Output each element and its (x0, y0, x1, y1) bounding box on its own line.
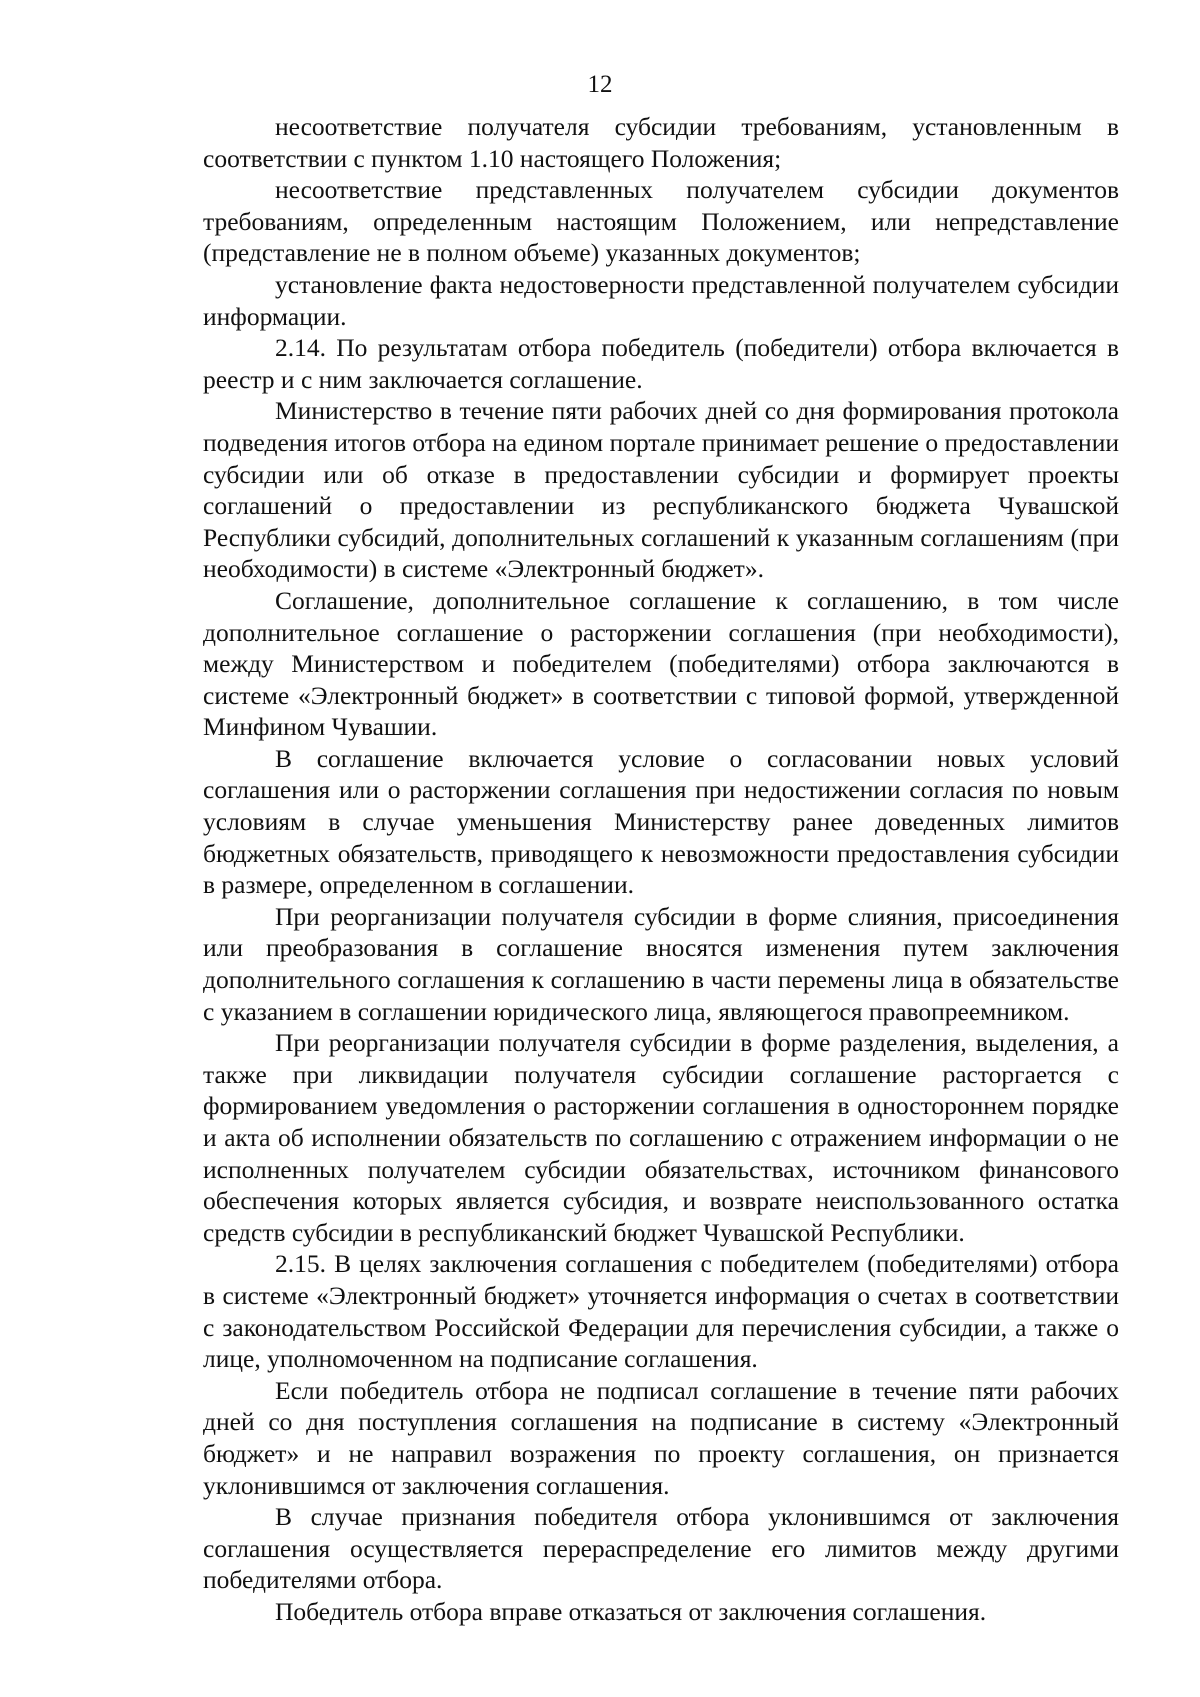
paragraph: Если победитель отбора не подписал соглашение в течение пяти рабочих дней со дня поступления соглашения на подписание в систему «Электронный бюджет» и не направил возражения по проекту соглашения, он признается уклонившимся от заключения соглашения. (203, 1375, 1119, 1500)
paragraph: 2.15. В целях заключения соглашения с победителем (победителями) отбора в системе «Электронный бюджет» уточняется информация о счетах в соответствии с законодательством Российской Федерации для перечисления субсидии, а также о лице, уполномоченном на подписание соглашения. (203, 1249, 1119, 1374)
paragraph: Соглашение, дополнительное соглашение к соглашению, в том числе дополнительное соглашение о расторжении соглашения (при необходимости), между Министерством и победителем (победителями) отбора заключаются в системе «Электронный бюджет» в соответствии с типовой формой, утвержденной Минфином Чувашии. (203, 585, 1119, 742)
paragraph: несоответствие представленных получателем субсидии документов требованиям, определенным настоящим Положением, или непредставление (представление не в полном объеме) указанных документов; (203, 175, 1119, 268)
paragraph: При реорганизации получателя субсидии в форме слияния, присоединения или преобразования в соглашение вносятся изменения путем заключения дополнительного соглашения к соглашению в части перемены лица в обязательстве с указанием в соглашении юридического лица, являющегося правопреемником. (203, 901, 1119, 1026)
paragraph: несоответствие получателя субсидии требованиям, установленным в соответствии с пунктом 1.10 настоящего Положения; (203, 112, 1119, 173)
body-text (203, 111, 1119, 1628)
paragraph: установление факта недостоверности представленной получателем субсидии информации. (203, 269, 1119, 331)
page-number: 12 (587, 71, 613, 98)
paragraph: В случае признания победителя отбора уклонившимся от заключения соглашения осуществляется перераспределение его лимитов между другими победителями отбора. (203, 1502, 1119, 1595)
paragraph: При реорганизации получателя субсидии в форме разделения, выделения, а также при ликвидации получателя субсидии соглашение расторгается с формированием уведомления о расторжении соглашения в одностороннем порядке и акта об исполнении обязательств по соглашению с отражением информации о не исполненных получателем субсидии обязательствах, источником финансового обеспечения которых является субсидия, и возврате неиспользованного остатка средств субсидии в республиканский бюджет Чувашской Республики. (203, 1028, 1119, 1247)
paragraph: Министерство в течение пяти рабочих дней со дня формирования протокола подведения итогов отбора на едином портале принимает решение о предоставлении субсидии или об отказе в предоставлении субсидии и формирует проекты соглашений о предоставлении из республиканского бюджета Чувашской Республики субсидий, дополнительных соглашений к указанным соглашениям (при необходимости) в системе «Электронный бюджет». (203, 396, 1119, 584)
paragraph: В соглашение включается условие о согласовании новых условий соглашения или о расторжении соглашения при недостижении согласия по новым условиям в случае уменьшения Министерству ранее доведенных лимитов бюджетных обязательств, приводящего к невозможности предоставления субсидии в размере, определенном в соглашении. (203, 743, 1119, 900)
paragraph: Победитель отбора вправе отказаться от заключения соглашения. (275, 1596, 987, 1626)
paragraph: 2.14. По результатам отбора победитель (победители) отбора включается в реестр и с ним заключается соглашение. (203, 333, 1119, 394)
